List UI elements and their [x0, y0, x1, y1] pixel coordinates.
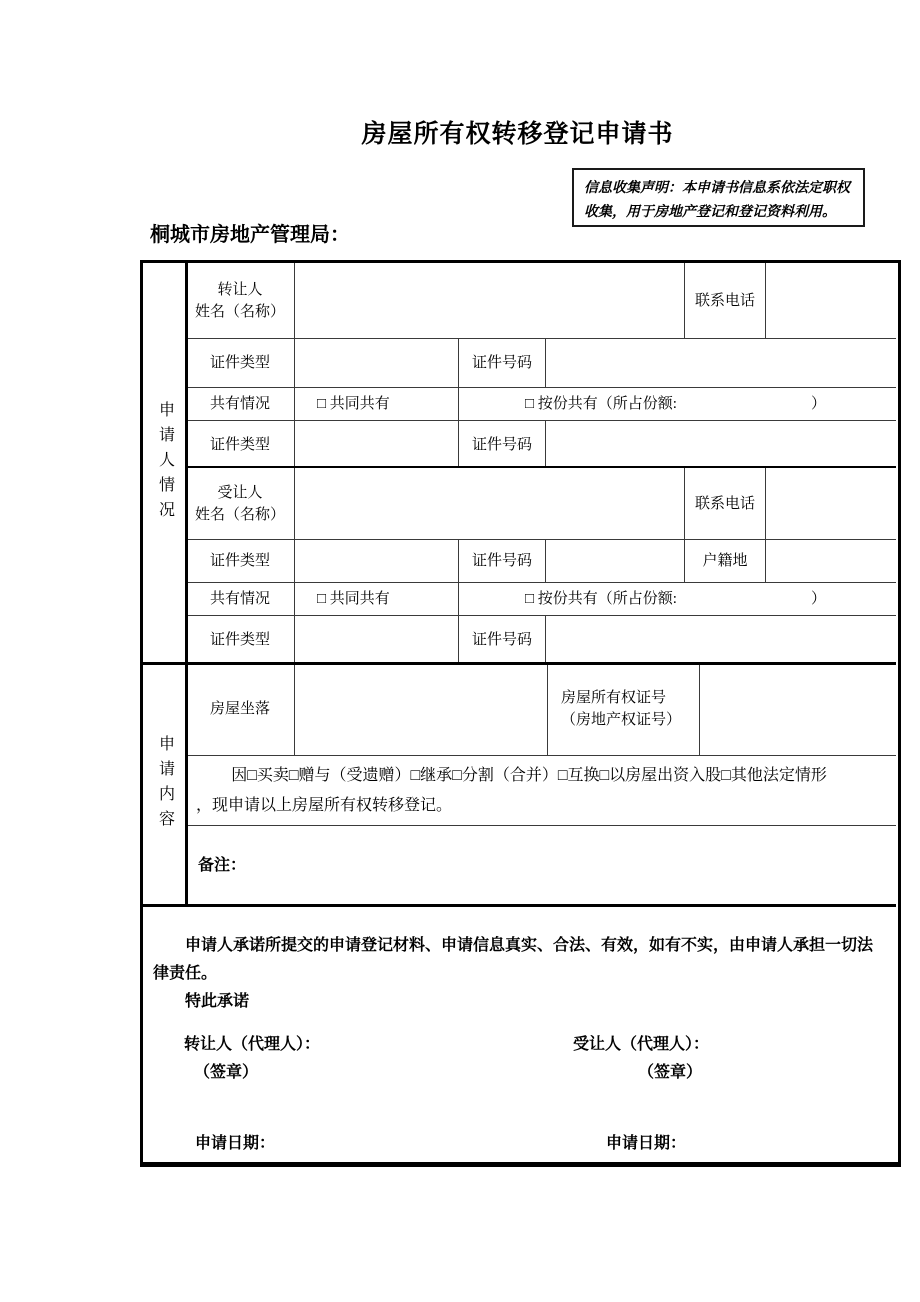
divider-content-declaration: [143, 904, 896, 907]
transferee-date-label: 申请日期：: [606, 1135, 687, 1152]
transferor-cert-no-field[interactable]: [546, 339, 896, 388]
notice-line-1: 信息收集声明：本申请书信息系依法定职权: [584, 181, 850, 196]
transferor-share-own-text: □ 按份共有（所占份额:: [525, 396, 677, 412]
transferee-name-label-line1: 受让人: [217, 484, 263, 501]
transferor-name-field[interactable]: [295, 263, 685, 339]
house-location-label: 房屋坐落: [186, 663, 295, 756]
transfer-reason[interactable]: [186, 756, 896, 826]
divider-transferor-transferee: [186, 466, 896, 468]
info-collection-notice: [572, 168, 865, 227]
transferee-residence-field[interactable]: [766, 540, 896, 583]
section-applicant-text: 申请人情况: [156, 400, 174, 526]
transferor-share-own-close-paren: ）: [810, 396, 826, 412]
addressee: 桐城市房地产管理局：: [150, 224, 350, 246]
declaration-line2: 律责任。: [153, 965, 218, 982]
transferee-cert-no-label: 证件号码: [459, 540, 546, 583]
transferor-share-own-option[interactable]: [459, 388, 896, 421]
transferor-co-own-label: 共有情况: [186, 388, 295, 421]
transferor-name-label-line1: 转让人: [217, 281, 263, 298]
declaration-paragraph: [153, 932, 888, 1016]
transferee-seal-label: （签章）: [638, 1064, 703, 1081]
remarks-field[interactable]: 备注：: [198, 857, 247, 874]
transferee-cert-type-label: 证件类型: [186, 540, 295, 583]
transferee-cert-type-field[interactable]: [295, 540, 459, 583]
transferor-date-label: 申请日期：: [195, 1135, 276, 1152]
page-title: 房屋所有权转移登记申请书: [361, 121, 674, 148]
transferee-name-label: [186, 468, 295, 540]
transferor-seal-label: （签章）: [194, 1064, 259, 1081]
transferee-share-own-text: □ 按份共有（所占份额:: [525, 591, 677, 607]
section-applicant-label: [143, 263, 186, 663]
transferor-cert-type-field-2[interactable]: [295, 421, 459, 468]
transfer-reason-line1: 因□买卖□赠与（受遗赠）□继承□分割（合并）□互换□以房屋出资入股□其他法定情形: [231, 767, 827, 784]
transferor-name-label: [186, 263, 295, 339]
transferee-cert-no-field[interactable]: [546, 540, 685, 583]
section-content-text: 申请内容: [156, 734, 174, 835]
ownership-cert-label-line2: （房地产权证号）: [561, 712, 682, 728]
transferee-residence-label: 户籍地: [685, 540, 766, 583]
transferee-sign-label: 受让人（代理人）：: [573, 1036, 710, 1053]
transferor-sign-label: 转让人（代理人）：: [184, 1036, 321, 1053]
transferee-phone-field[interactable]: [766, 468, 896, 540]
section-content-label: [143, 663, 186, 906]
declaration-section: [143, 906, 896, 1160]
transferee-cert-no-label-2: 证件号码: [459, 616, 546, 663]
transferor-cert-type-label-2: 证件类型: [186, 421, 295, 468]
transferee-name-field[interactable]: [295, 468, 685, 540]
application-form-table: [140, 260, 901, 1167]
transferee-share-own-option[interactable]: [459, 583, 896, 616]
ownership-cert-no-field[interactable]: [700, 663, 896, 756]
transferor-phone-label: 联系电话: [685, 263, 766, 339]
transferor-cert-no-label-2: 证件号码: [459, 421, 546, 468]
transferor-cert-type-field[interactable]: [295, 339, 459, 388]
transferor-cert-no-label: 证件号码: [459, 339, 546, 388]
transferee-cert-type-label-2: 证件类型: [186, 616, 295, 663]
transferor-cert-type-label: 证件类型: [186, 339, 295, 388]
ownership-cert-no-label: [548, 663, 700, 756]
notice-line-2: 收集，用于房地产登记和登记资料利用。: [584, 205, 836, 220]
declaration-line3: 特此承诺: [185, 993, 250, 1010]
transferor-joint-own-option[interactable]: □ 共同共有: [295, 388, 459, 421]
divider-section-column: [185, 263, 188, 906]
divider-applicant-content: [143, 662, 896, 665]
transferee-co-own-label: 共有情况: [186, 583, 295, 616]
transferee-joint-own-option[interactable]: □ 共同共有: [295, 583, 459, 616]
transferee-share-own-close-paren: ）: [810, 591, 826, 607]
transfer-reason-line2: ，现申请以上房屋所有权转移登记。: [196, 797, 453, 814]
house-location-field[interactable]: [295, 663, 548, 756]
transferor-name-label-line2: 姓名（名称）: [194, 303, 285, 320]
transferee-cert-type-field-2[interactable]: [295, 616, 459, 663]
transferee-cert-no-field-2[interactable]: [546, 616, 896, 663]
transferor-cert-no-field-2[interactable]: [546, 421, 896, 468]
ownership-cert-label-line1: 房屋所有权证号: [561, 690, 667, 706]
transferor-phone-field[interactable]: [766, 263, 896, 339]
transferee-name-label-line2: 姓名（名称）: [194, 506, 285, 523]
declaration-line1: 申请人承诺所提交的申请登记材料、申请信息真实、合法、有效，如有不实，由申请人承担一切法: [185, 937, 874, 954]
transferee-phone-label: 联系电话: [685, 468, 766, 540]
